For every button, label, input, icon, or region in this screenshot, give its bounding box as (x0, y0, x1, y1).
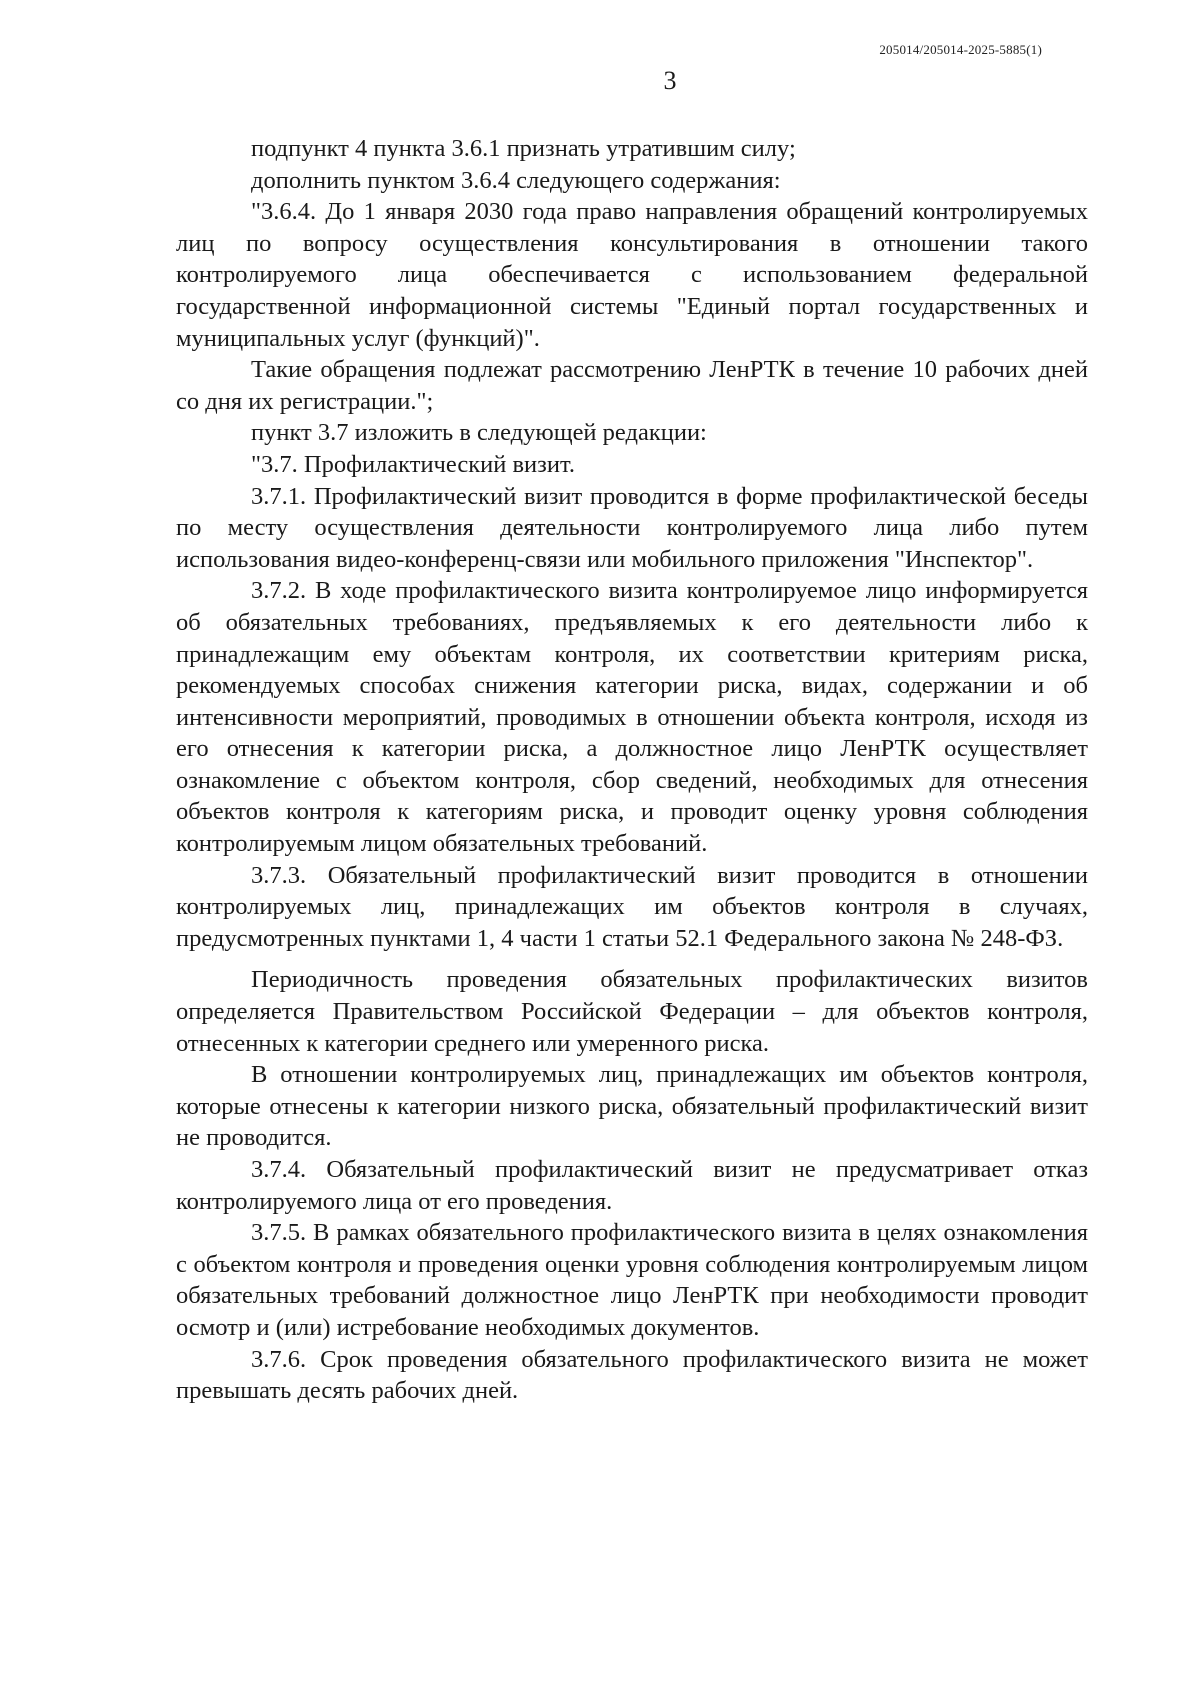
paragraph: пункт 3.7 изложить в следующей редакции: (251, 419, 707, 447)
paragraph: "3.7. Профилактический визит. (251, 450, 575, 478)
document-id: 205014/205014-2025-5885(1) (879, 42, 1042, 57)
paragraph: В отношении контролируемых лиц, принадлежащих им объектов контроля, которые отнесены к категории низкого риска, обязательный профилактический визит не проводится. (176, 1061, 1088, 1152)
paragraph: 3.7.4. Обязательный профилактический визит не предусматривает отказ контролируемого лица от его проведения. (176, 1156, 1088, 1215)
paragraph: подпункт 4 пункта 3.6.1 признать утратившим силу; (251, 135, 796, 162)
paragraph: "3.6.4. До 1 января 2030 года право направления обращений контролируемых лиц по вопросу осуществления консультирования в отношении такого контролируемого лица обеспечивается с использованием федеральной государственной информационной системы "Единый портал государственных и муниципальных услуг (функций)". (176, 198, 1088, 352)
page-number: 3 (663, 66, 677, 95)
document-body (176, 133, 1088, 1407)
paragraph: 3.7.3. Обязательный профилактический визит проводится в отношении контролируемых лиц, принадлежащих им объектов контроля в случаях, предусмотренных пунктами 1, 4 части 1 статьи 52.1 Федерального закона № 248-ФЗ. (176, 861, 1088, 952)
paragraph: 3.7.1. Профилактический визит проводится в форме профилактической беседы по месту осуществления деятельности контролируемого лица либо путем использования видео-конференц-связи или мобильного приложения "Инспектор". (176, 482, 1088, 573)
paragraph: 3.7.6. Срок проведения обязательного профилактического визита не может превышать десять рабочих дней. (176, 1345, 1088, 1405)
paragraph: 3.7.5. В рамках обязательного профилактического визита в целях ознакомления с объектом контроля и проведения оценки уровня соблюдения контролируемым лицом обязательных требований должностное лицо ЛенРТК при необходимости проводит осмотр и (или) истребование необходимых документов. (176, 1219, 1088, 1341)
paragraph: Периодичность проведения обязательных профилактических визитов определяется Правительством Российской Федерации – для объектов контроля, отнесенных к категории среднего или умеренного риска. (176, 966, 1088, 1057)
paragraph: 3.7.2. В ходе профилактического визита контролируемое лицо информируется об обязательных требованиях, предъявляемых к его деятельности либо к принадлежащим ему объектам контроля, их соответствии критериям риска, рекомендуемых способах снижения категории риска, видах, содержании и об интенсивности мероприятий, проводимых в отношении объекта контроля, исходя из его отнесения к категории риска, а должностное лицо ЛенРТК осуществляет ознакомление с объектом контроля, сбор сведений, необходимых для отнесения объектов контроля к категориям риска, и проводит оценку уровня соблюдения контролируемым лицом обязательных требований. (176, 577, 1088, 858)
paragraph: Такие обращения подлежат рассмотрению ЛенРТК в течение 10 рабочих дней со дня их регистрации."; (176, 356, 1088, 415)
paragraph: дополнить пунктом 3.6.4 следующего содержания: (251, 166, 781, 194)
